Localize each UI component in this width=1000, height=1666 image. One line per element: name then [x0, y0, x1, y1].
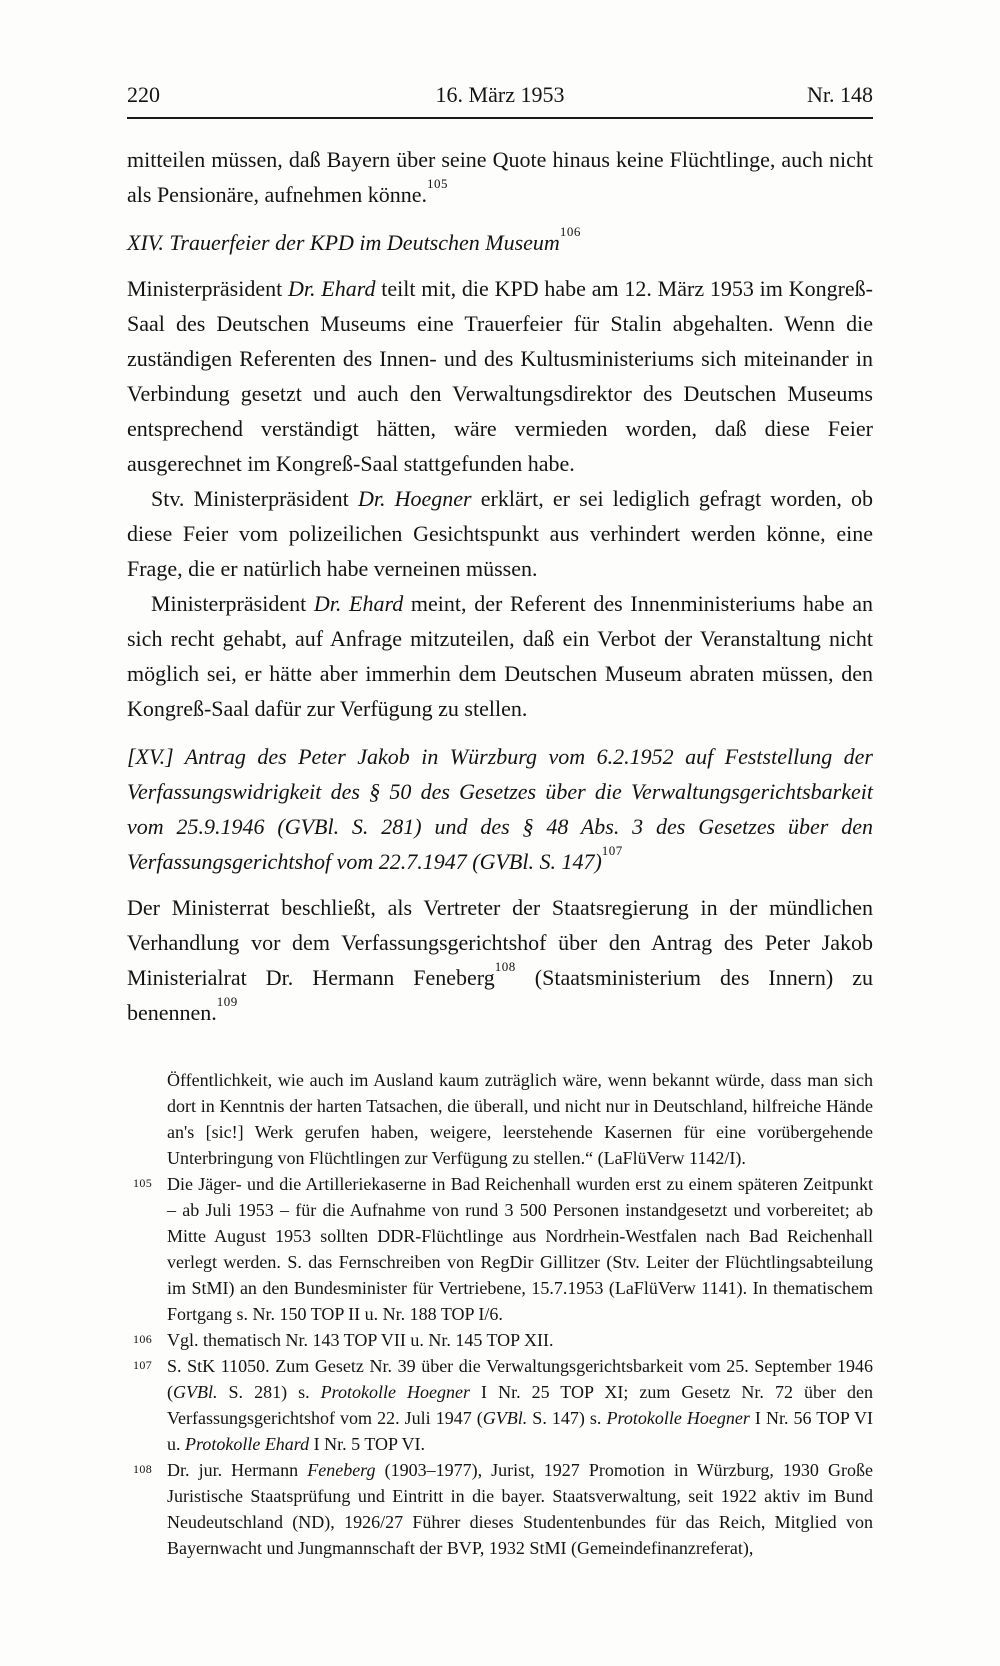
footnote-number: 108 — [133, 1462, 153, 1476]
text-run: Der Ministerrat beschließt, als Vertreter der Staatsregierung in der mündlichen Verhandlung vor dem Verfassungsgerichtshof über den Antrag des Peter Jakob Ministerialrat Dr. Hermann Feneberg — [127, 895, 873, 990]
text-run: mitteilen müssen, daß Bayern über seine Quote hinaus keine Flüchtlinge, auch nicht als Pensionäre, aufnehmen könne. — [127, 147, 873, 207]
text-run: meint, der Referent des Innenministeriums habe an sich recht gehabt, auf Anfrage mitzuteilen, daß ein Verbot der Veranstaltung nicht möglich sei, er hätte aber immerhin dem Deutschen Museum abraten müssen, den Kongreß-Saal dafür zur Verfügung zu stellen. — [127, 591, 873, 721]
header-date: 16. März 1953 — [435, 82, 565, 107]
text-run: (1903–1977), Jurist, 1927 Promotion in Würzburg, 1930 Große Juristische Staatsprüfung und Eintritt in die bayer. Staatsverwaltung, seit 1922 aktiv im Bund Neudeutschland (ND), 1926/27 Führer dieses Studentenbundes für das Reich, Mitglied von Bayernwacht und Jungmannschaft der BVP, 1932 StMI (Gemeindefinanzreferat), — [167, 1460, 873, 1558]
footnote-ref: 108 — [494, 959, 516, 975]
italic-text: Dr. Ehard — [288, 276, 376, 301]
footnote — [127, 1327, 873, 1353]
paragraph — [127, 142, 873, 212]
footnote — [127, 1353, 873, 1457]
text-run: Ministerpräsident — [151, 591, 314, 616]
text-run: erklärt, er sei lediglich gefragt worden, ob diese Feier vom polizeilichen Gesichtspunkt aus verhindert werden könne, eine Frage, die er natürlich habe verneinen müssen. — [127, 486, 873, 581]
text-run: S. StK 11050. Zum Gesetz Nr. 39 über die Verwaltungsgerichtsbarkeit vom 25. September 1946 ( — [167, 1356, 873, 1402]
text-run: I Nr. 5 TOP VI. — [309, 1434, 426, 1454]
italic-text: [XV.] Antrag des Peter Jakob in Würzburg vom 6.2.1952 auf Feststellung der Verfassungswidrigkeit des § 50 des Gesetzes über die Verwaltungsgerichtsbarkeit vom 25.9.1946 (GVBl. S. 281) und des § 48 Abs. 3 des Gesetzes über den Verfassungsgerichtshof vom 22.7.1947 (GVBl. S. 147) — [127, 744, 873, 874]
footnote — [127, 1457, 873, 1561]
footnote-number: 106 — [133, 1332, 153, 1346]
italic-text: Protokolle Hoegner — [320, 1382, 470, 1402]
paragraph — [127, 890, 873, 1030]
footnote-text — [167, 1330, 554, 1350]
text-run: (Staatsministerium des Innern) zu benennen. — [127, 965, 873, 1025]
issue-number: Nr. 148 — [807, 82, 873, 107]
footnote-ref: 107 — [601, 843, 623, 859]
footnote-number: 107 — [133, 1358, 153, 1372]
paragraph — [127, 481, 873, 586]
page-header — [127, 82, 873, 119]
footnote — [127, 1171, 873, 1327]
text-run: Dr. jur. Hermann — [167, 1460, 308, 1480]
italic-text: Dr. Ehard — [313, 591, 404, 616]
paragraph — [127, 271, 873, 481]
text-run: Vgl. thematisch Nr. 143 TOP VII u. Nr. 145 TOP XII. — [167, 1330, 554, 1350]
italic-text: Protokolle Hoegner — [606, 1408, 750, 1428]
footnote-text — [167, 1174, 873, 1324]
footnote-number: 105 — [133, 1176, 153, 1190]
text-run: S. 281) s. — [217, 1382, 321, 1402]
text-run: Öffentlichkeit, wie auch im Ausland kaum zuträglich wäre, wenn bekannt würde, dass man sich dort in Kenntnis der harten Tatsachen, die überall, und nicht nur in Deutschland, hilfreiche Hände an's [sic!] Werk gerufen haben, weigere, leerstehende Kasernen für eine vorübergehende Unterbringung von Flüchtlingen zur Verfügung zu stellen.“ (LaFlüVerw 1142/I). — [167, 1070, 873, 1168]
text-run: teilt mit, die KPD habe am 12. März 1953 im Kongreß-Saal des Deutschen Museums eine Trauerfeier für Stalin abgehalten. Wenn die zuständigen Referenten des Innen- und des Kultusministeriums sich miteinander in Verbindung gesetzt und auch den Verwaltungsdirektor des Deutschen Museums entsprechend verständigt hätten, wäre vermieden worden, daß diese Feier ausgerechnet im Kongreß-Saal stattgefunden habe. — [127, 276, 874, 476]
footnote-text — [167, 1460, 873, 1558]
footnote — [127, 1067, 873, 1171]
italic-text: Protokolle Ehard — [185, 1434, 310, 1454]
text-run: I Nr. 25 TOP XI; zum Gesetz Nr. 72 über den Verfassungsgerichtshof vom 22. Juli 1947 ( — [167, 1382, 873, 1428]
text-run: Ministerpräsident — [127, 276, 288, 301]
footnote-ref: 109 — [216, 994, 238, 1010]
footnote-ref: 105 — [426, 176, 448, 192]
page-number: 220 — [127, 82, 160, 107]
text-run: Stv. Ministerpräsident — [151, 486, 358, 511]
italic-text: GVBl. — [482, 1408, 528, 1428]
footnote-text — [167, 1070, 873, 1168]
italic-text: Feneberg — [307, 1460, 376, 1480]
footnote-section — [127, 1067, 873, 1561]
footnote-text — [167, 1356, 873, 1454]
section-heading — [127, 225, 873, 260]
italic-text: GVBl. — [173, 1382, 218, 1402]
text-run: Die Jäger- und die Artilleriekaserne in Bad Reichenhall wurden erst zu einem späteren Zeitpunkt – ab Juli 1953 – für die Aufnahme von rund 3 500 Personen instandgesetzt und vorbereitet; ab Mitte August 1953 sollten DDR-Flüchtlinge aus Nordrhein-Westfalen nach Bad Reichenhall verlegt werden. S. das Fernschreiben von RegDir Gillitzer (Stv. Leiter der Flüchtlingsabteilung im StMI) an den Bundesminister für Vertriebene, 15.7.1953 (LaFlüVerw 1141). In thematischem Fortgang s. Nr. 150 TOP II u. Nr. 188 TOP I/6. — [167, 1174, 873, 1324]
paragraph — [127, 586, 873, 726]
text-run: I Nr. 56 TOP VI u. — [167, 1408, 873, 1454]
italic-text: XIV. Trauerfeier der KPD im Deutschen Museum — [127, 230, 560, 255]
body-text — [127, 142, 873, 1030]
italic-text: Dr. Hoegner — [357, 486, 472, 511]
section-heading — [127, 739, 873, 879]
footnote-ref: 106 — [559, 224, 581, 240]
text-run: S. 147) s. — [527, 1408, 607, 1428]
